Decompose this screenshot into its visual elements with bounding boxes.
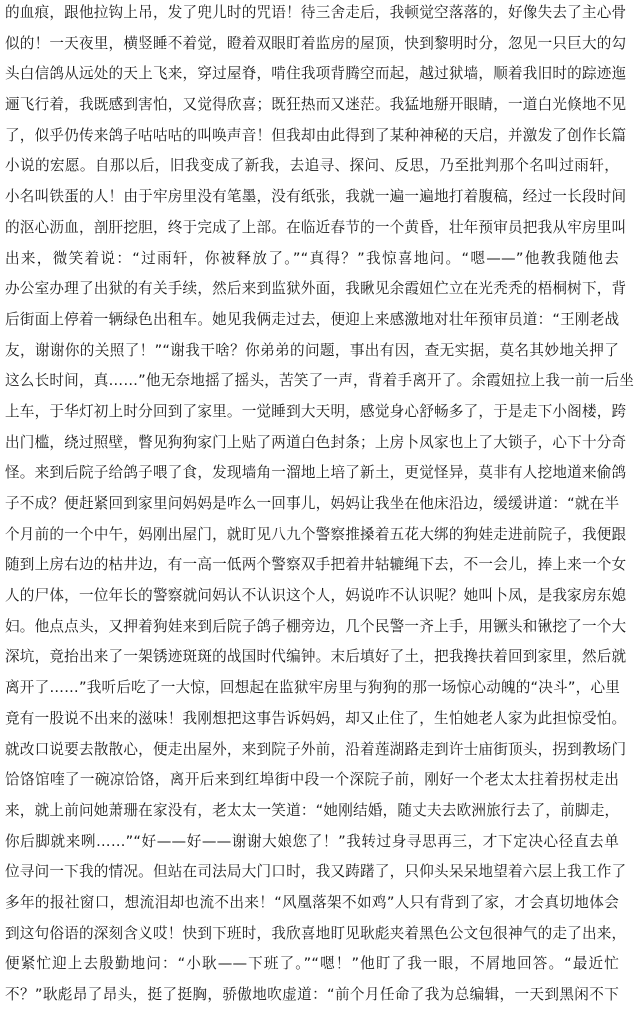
text-line: 友，谢谢你的关照了！”“谢我干啥？你弟弟的问题，事出有因，查无实据，莫名其妙地关押了 <box>5 341 619 359</box>
text-line: 随到上房右边的枯井边，有一高一低两个警察双手把着井轱辘绳下去，不一会儿，捧上来一个女 <box>5 556 627 574</box>
text-line: 小说的宏愿。自那以后，旧我变成了新我，去追寻、探问、反思，乃至批判那个名叫过雨轩， <box>5 157 619 175</box>
text-line: 饸饹馆喹了一碗凉饸饹，离开后来到红埠街中段一个深院子前，刚好一个老太太拄着拐杖走出 <box>5 771 619 789</box>
text-line: 便紧忙迎上去殷勤地问：“小耿——下班了。”“嗯！”他盯了我一眼，不屑地回答。“最近忙 <box>5 955 619 973</box>
text-line: 妇。他点点头，又押着狗娃来到后院子鸽子棚旁边，几个民警一齐上手，用镢头和锹挖了一个大 <box>5 617 627 635</box>
text-line: 了，似乎仍传来鸽子咕咕咕的叫唤声音！但我却由此得到了某种神秘的天启，并激发了创作长篇 <box>5 126 627 144</box>
text-line: 怪。来到后院子给鸽子喂了食，发现墙角一溜地上培了新土，更觉怪异，莫非有人挖地道来偷鸽 <box>5 464 627 482</box>
text-line: 出门槛，绕过照壁，瞥见狗狗家门上贴了两道白色封条；上房卜凤家也上了大锁子，心下十分奇 <box>5 433 627 451</box>
text-line: 上车，于华灯初上时分回到了家里。一觉睡到大天明，感觉身心舒畅多了，于是走下小阁楼，跨 <box>5 402 627 420</box>
text-line: 这么长时间，真……”他无奈地摇了摇头，苦笑了一声，背着手离开了。余霞妞拉上我一前一后坐 <box>5 372 634 390</box>
text-line: 位寻问一下我的情况。但站在司法局大门口时，我又踌躇了，只仰头呆呆地望着六层上我工作了 <box>5 863 627 881</box>
text-line: 来，就上前问她萧珊在家没有，老太太一笑道：“她刚结婚，随丈夫去欧洲旅行去了，前脚走， <box>5 801 620 819</box>
text-line: 出来，微笑着说：“过雨轩，你被释放了。”“真得？”我惊喜地问。“嗯——”他教我随他去 <box>5 249 619 267</box>
text-line: 你后脚就来咧……”“好——好——谢谢大娘您了！”我转过身寻思再三，才下定决心径直去单 <box>5 832 619 850</box>
text-line: 深坑，竟抬出来了一架锈迹斑斑的战国时代编钟。末后填好了土，把我搀扶着回到家里，然后就 <box>5 648 627 666</box>
text-line: 的沤心沥血，剖肝挖胆，终于完成了上部。在临近春节的一个黄昏，壮年预审员把我从牢房里叫 <box>5 218 627 236</box>
text-line: 小名叫铁蛋的人！由于牢房里没有笔墨，没有纸张，我就一遍一遍地打着腹稿，经过一长段时间 <box>5 188 627 206</box>
text-line: 的血痕，跟他拉钩上吊，发了兜儿时的咒语！待三舍走后，我顿觉空落落的，好像失去了主心骨 <box>5 4 627 21</box>
text-line: 不？”耿彪昂了昂头，挺了挺胸，骄傲地吹虚道：“前个月任命了我为总编辑，一天到黑闲不下 <box>5 986 619 1003</box>
body-text <box>5 0 634 1011</box>
text-line: 就改口说要去散散心，便走出屋外，来到院子外前，沿着莲湖路走到许士庙街顶头，拐到教场门 <box>5 740 627 758</box>
text-line: 多年的报社窗口，想流泪却也流不出来！“风凰落架不如鸡”人只有背到了家，才会真切地体会 <box>5 893 619 911</box>
text-line: 似的！一天夜里，横竖睡不着觉，瞪着双眼盯着监房的屋顶，快到黎明时分，忽见一只巨大的勾 <box>5 34 627 52</box>
text-line: 到这句俗语的深刻含义哎！快到下班时，我欣喜地盯见耿彪夹着黑色公文包很神气的走了出来， <box>5 924 627 942</box>
text-line: 个月前的一个中午，妈刚出屋门，就盯见八九个警察推搡着五花大绑的狗娃走进前院子，我便跟 <box>5 525 627 543</box>
text-line: 人的尸体，一位年长的警察就问妈认不认识这个人，妈说咋不认识呢？她叫卜凤，是我家房东媳 <box>5 587 627 605</box>
text-line: 子不成？便赶紧回到家里问妈妈是咋么一回事儿，妈妈让我坐在他床沿边，缓缓讲道：“就在半 <box>5 495 620 512</box>
text-line: 逦飞行着，我既感到害怕，又觉得欣喜；既狂热而又迷茫。我猛地掰开眼睛，一道白光倏地不见 <box>5 96 627 114</box>
text-line: 竟有一股说不出来的滋味！我刚想把这事告诉妈妈，却又止住了，生怕她老人家为此担惊受怕。 <box>5 709 627 727</box>
text-line: 办公室办理了出狱的有关手续，然后来到监狱外面，我瞅见余霞妞伫立在光秃秃的梧桐树下，背 <box>5 280 627 298</box>
text-line: 后街面上停着一辆绿色出租车。她见我俩走过去，便迎上来感激地对壮年预审员道：“王刚老战 <box>5 310 620 328</box>
text-line: 离开了……”我听后吃了一大惊，回想起在监狱牢房里与狗狗的那一场惊心动魄的“决斗”，心里 <box>5 679 621 697</box>
text-line: 头白信鸽从远处的天上飞来，穿过屋脊，啃住我项背腾空而起，越过狱墙，顺着我旧时的踪迹迤 <box>5 65 627 83</box>
